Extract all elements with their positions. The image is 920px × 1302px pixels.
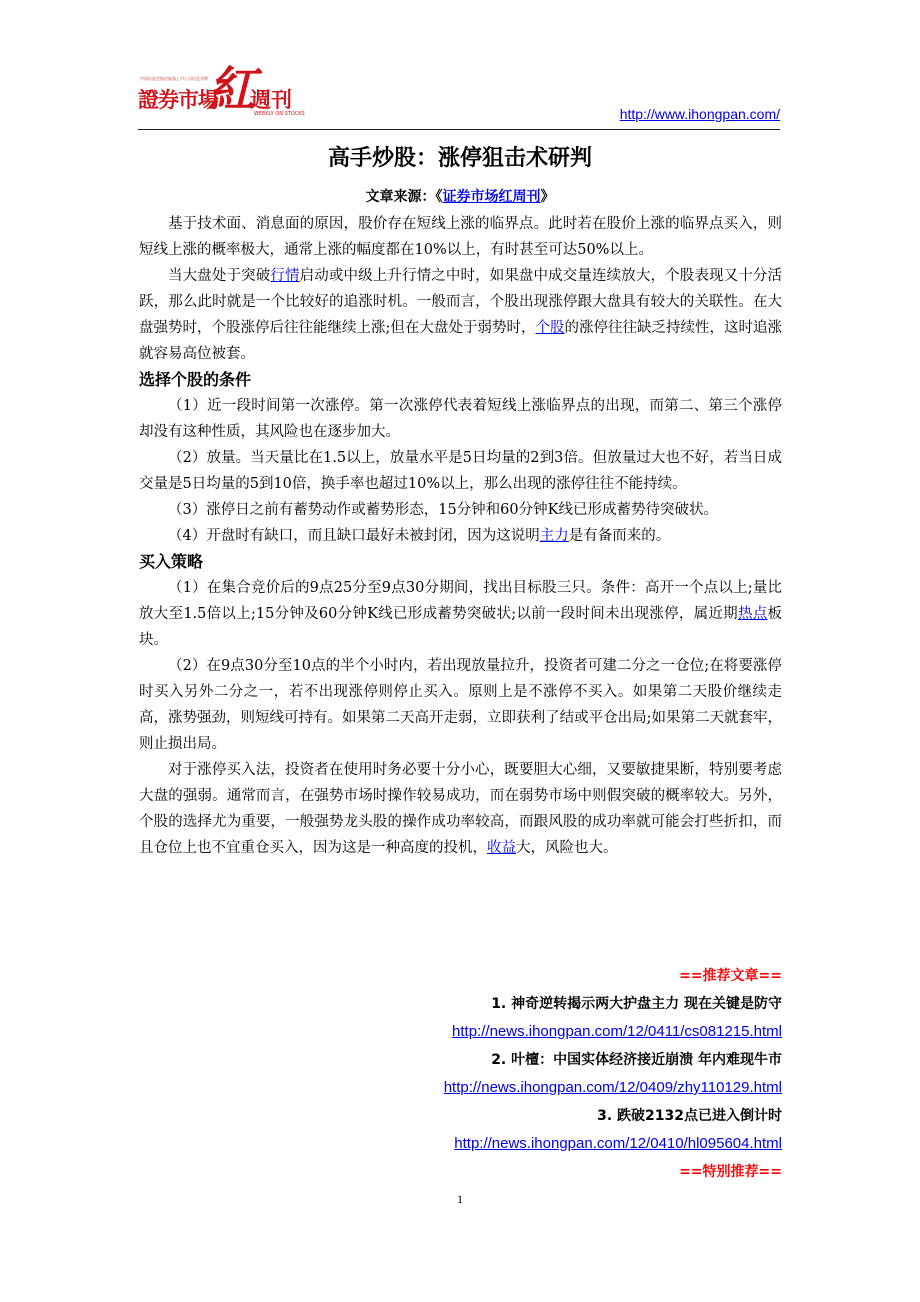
text-run: 大，风险也大。	[516, 840, 618, 856]
logo-name-part2: 週刊	[250, 88, 292, 112]
recommended-articles	[139, 962, 782, 1186]
site-url-link[interactable]: http://www.ihongpan.com/	[619, 106, 780, 122]
article-title: 高手炒股：涨停狙击术研判	[327, 145, 592, 171]
header-divider	[138, 129, 780, 130]
logo-name-red: 紅	[208, 62, 257, 118]
page-number: 1	[457, 1192, 463, 1206]
strategy-1	[139, 575, 782, 653]
text-run: 启动或中级上升行情之中时，如果盘中成交量连续放大，个股表现又十分活跃，那么此时就是一个比较好的追涨时机。一般而言，个股出现涨停跟大盘具有较大的关联性。在大盘强势时，个股涨停后往往能继续上涨;但在大盘处于弱势时，	[139, 268, 783, 336]
strategy-2: （2）在9点30分至10点的半个小时内，若出现放量拉升，投资者可建二分之一仓位;在将要涨停时买入另外二分之一，若不出现涨停则停止买入。原则上是不涨停不买入。如果第二天股价继续走高，涨势强劲，则短线可持有。如果第二天高开走弱，立即获利了结或平仓出局;如果第二天就套牢，则止损出局。	[139, 658, 782, 752]
link-redian[interactable]: 热点	[737, 606, 768, 622]
page-header	[138, 62, 780, 130]
paragraph-conclusion	[139, 757, 782, 861]
recommend-title-2: 2. 叶檀：中国实体经济接近崩溃 年内难现牛市	[491, 1052, 782, 1068]
heading-conditions: 选择个股的条件	[139, 370, 252, 389]
special-recommend-header: ==特别推荐==	[679, 1164, 782, 1180]
text-run: 的涨停往往缺乏持续性，这时追涨就容易高位被套。	[139, 320, 783, 362]
text-run: 是有备而来的。	[568, 528, 671, 544]
link-shouyi[interactable]: 收益	[487, 840, 516, 856]
logo-name-part1: 證券市場	[138, 88, 218, 112]
text-run: 当大盘处于突破	[168, 268, 271, 284]
source-prefix: 文章来源：《	[365, 189, 443, 205]
recommend-link-2[interactable]: http://news.ihongpan.com/12/0409/zhy110129.html	[443, 1079, 782, 1096]
heading-strategy: 买入策略	[139, 552, 204, 571]
logo-sub: WEEKLY ON STOCKS	[254, 111, 305, 117]
recommend-title-3: 3. 跌破2132点已进入倒计时	[597, 1108, 782, 1124]
link-zhuli[interactable]: 主力	[539, 528, 569, 544]
recommend-link-3[interactable]: http://news.ihongpan.com/12/0410/hl095604.html	[454, 1135, 782, 1152]
text-run: 板块。	[139, 606, 783, 648]
condition-2: （2）放量。当天量比在1.5以上，放量水平是5日均量的2到3倍。但放量过大也不好，若当日成交量是5日均量的5到10倍，换手率也超过10%以上，那么出现的涨停往往不能持续。	[139, 450, 782, 492]
condition-3: （3）涨停日之前有蓄势动作或蓄势形态，15分钟和60分钟K线已形成蓄势待突破状。	[168, 502, 718, 518]
logo	[138, 64, 303, 126]
link-hangqing[interactable]: 行情	[270, 268, 300, 284]
text-run: （1）在集合竞价后的9点25分至9点30分期间，找出目标股三只。条件：高开一个点以上;量比放大至1.5倍以上;15分钟及60分钟K线已形成蓄势突破状;以前一段时间未出现涨停，属近期	[139, 580, 782, 622]
recommend-title-1: 1. 神奇逆转揭示两大护盘主力 现在关键是防守	[491, 996, 782, 1012]
logo-tagline: 中国证监会指定披露上市公司信息刊物	[140, 76, 208, 81]
paragraph-market	[139, 263, 782, 367]
text-run: 对于涨停买入法，投资者在使用时务必要十分小心，既要胆大心细，又要敏捷果断，特别要考虑大盘的强弱。通常而言，在强势市场时操作较易成功，而在弱势市场中则假突破的概率较大。另外，个股的选择尤为重要，一般强势龙头股的操作成功率较高，而跟风股的成功率就可能会打些折扣，而且仓位上也不宜重仓买入，因为这是一种高度的投机，	[139, 762, 782, 856]
article-source	[0, 186, 920, 206]
text-run: （4）开盘时有缺口，而且缺口最好未被封闭，因为这说明	[168, 528, 540, 544]
article-body	[139, 211, 782, 861]
source-link[interactable]: 证券市场红周刊	[442, 189, 541, 205]
condition-1: （1）近一段时间第一次涨停。第一次涨停代表着短线上涨临界点的出现，而第二、第三个涨停却没有这种性质，其风险也在逐步加大。	[139, 398, 782, 440]
condition-4	[139, 523, 782, 549]
recommend-header: ==推荐文章==	[679, 968, 782, 984]
recommend-link-1[interactable]: http://news.ihongpan.com/12/0411/cs081215.html	[452, 1023, 782, 1040]
paragraph-intro: 基于技术面、消息面的原因，股价存在短线上涨的临界点。此时若在股价上涨的临界点买入，则短线上涨的概率极大，通常上涨的幅度都在10%以上，有时甚至可达50%以上。	[139, 216, 782, 258]
source-suffix: 》	[540, 189, 555, 205]
link-gegu[interactable]: 个股	[535, 320, 565, 336]
